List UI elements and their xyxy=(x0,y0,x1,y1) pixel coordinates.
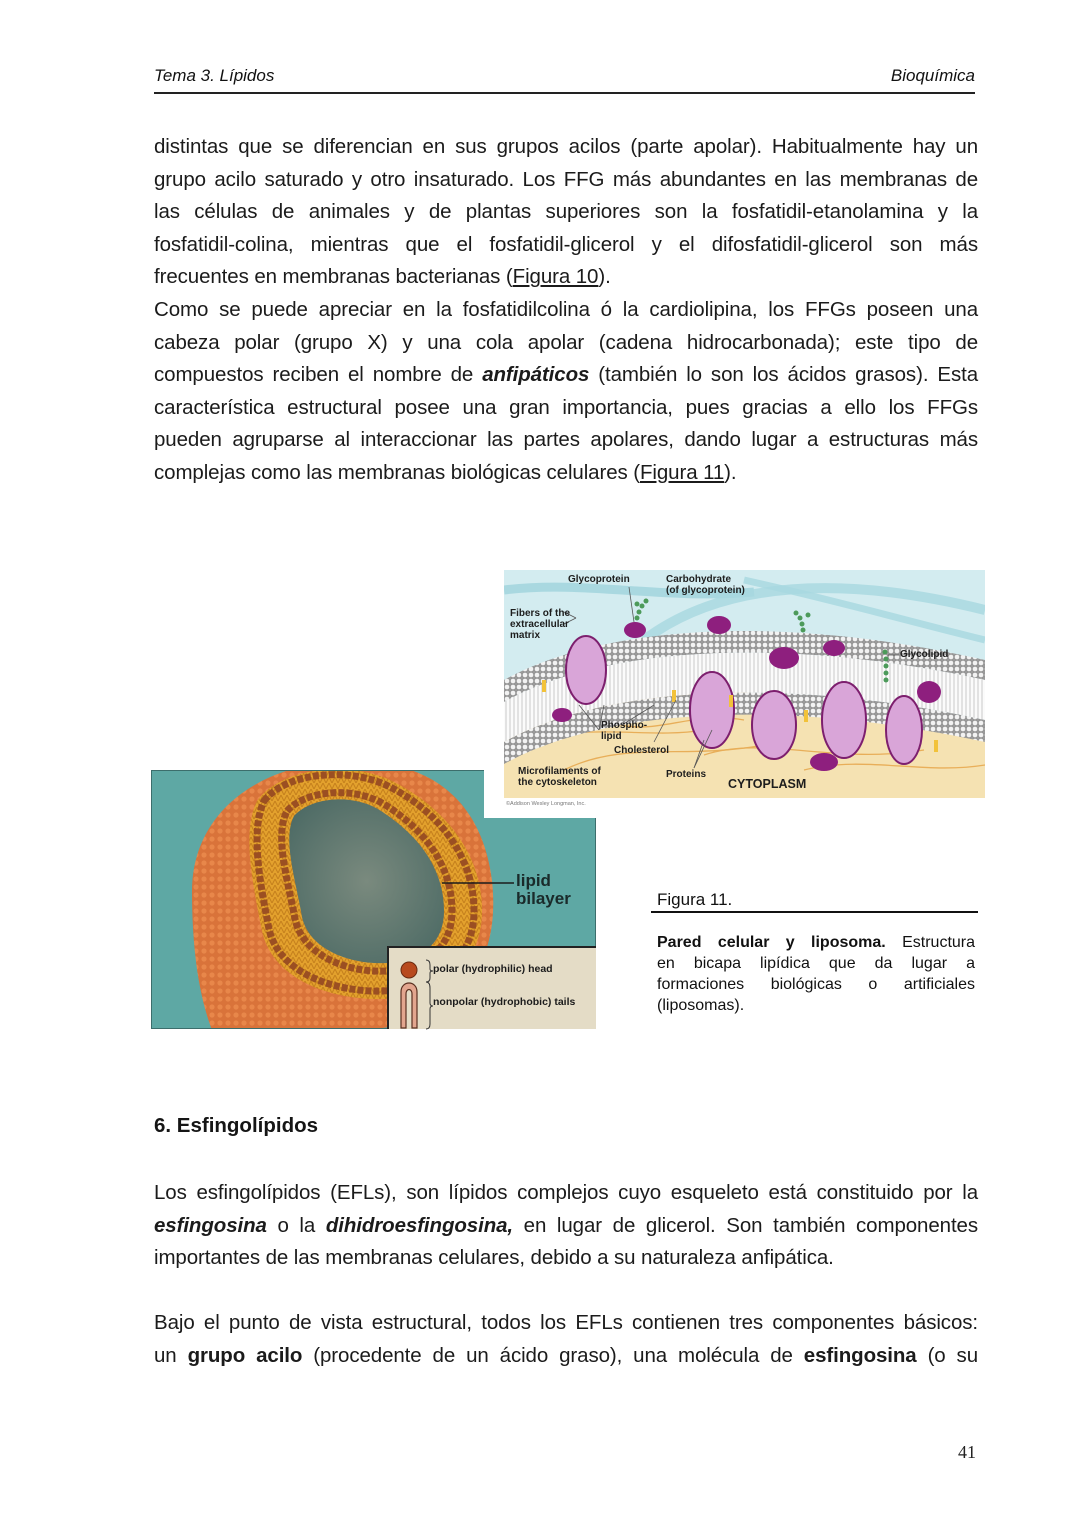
text-line: en bicapa lipídica que da lugar a xyxy=(657,955,975,972)
term-esfingosina-bold: esfingosina xyxy=(803,1343,917,1367)
caption-divider xyxy=(651,911,978,913)
text-line xyxy=(154,1340,978,1373)
figure-11-link[interactable]: Figura 11 xyxy=(639,460,725,484)
paragraph-phospholipids xyxy=(154,131,978,294)
label-phospholipid xyxy=(601,720,647,742)
lipid-bilayer-label xyxy=(516,872,571,908)
legend-head-label: polar (hydrophilic) head xyxy=(433,963,553,975)
text-fragment: complejas como las membranas biológicas celulares ( xyxy=(154,460,640,484)
text-fragment: ). xyxy=(724,460,737,484)
label-microfilaments xyxy=(518,766,601,788)
label-cholesterol: Cholesterol xyxy=(614,745,670,756)
text-line: formaciones biológicas o artificiales xyxy=(657,976,975,993)
paragraph-amphipathic xyxy=(154,294,978,490)
phospholipid-icon xyxy=(393,950,433,1030)
text-line: grupo acilo saturado y otro insaturado. Los FFG más abundantes en las membranas de xyxy=(154,167,978,191)
page-number: 41 xyxy=(958,1442,976,1462)
text-fragment: un xyxy=(154,1343,188,1367)
text-line: las células de animales y de plantas superiores son la fosfatidil-etanolamina y la xyxy=(154,200,978,224)
label-line: (of glycoprotein) xyxy=(666,585,745,596)
paragraph-sphingolipids-structure xyxy=(154,1307,978,1372)
label-glycoprotein: Glycoprotein xyxy=(568,574,630,585)
label-line: lipid xyxy=(516,871,551,890)
text-fragment: en lugar de glicerol. Son también componentes xyxy=(513,1213,979,1237)
text-line: Como se puede apreciar en la fosfatidilcolina ó la cardiolipina, los FFGs poseen una xyxy=(154,298,978,321)
text-fragment: ). xyxy=(598,265,611,289)
text-fragment: (procedente de un ácido graso), una molécula de xyxy=(302,1343,804,1367)
text-fragment: compuestos reciben el nombre de xyxy=(154,363,483,387)
text-line: distintas que se diferencian en sus grupos acilos (parte apolar). Habitualmente hay un xyxy=(154,135,978,158)
text-fragment: frecuentes en membranas bacterianas ( xyxy=(154,265,513,289)
figure-caption-title: Figura 11. xyxy=(657,890,733,909)
text-fragment: (también lo son los ácidos grasos). Esta xyxy=(589,363,978,387)
text-line xyxy=(154,1210,978,1243)
phospholipid-legend xyxy=(387,946,596,1029)
label-line: Carbohydrate xyxy=(666,574,732,585)
text-fragment: Estructura xyxy=(885,934,976,951)
label-line: bilayer xyxy=(516,889,571,908)
text-fragment: o la xyxy=(266,1213,326,1237)
term-grupo-acilo: grupo acilo xyxy=(187,1343,303,1367)
label-line: Fibers of the xyxy=(510,608,571,619)
text-line: importantes de las membranas celulares, debido a su naturaleza anfipática. xyxy=(154,1246,834,1270)
text-line: Los esfingolípidos (EFLs), son lípidos complejos cuyo esqueleto está constituido por la xyxy=(154,1181,978,1204)
label-line: Microfilaments of xyxy=(518,766,601,777)
label-line: matrix xyxy=(510,630,541,641)
label-proteins: Proteins xyxy=(666,769,707,780)
caption-bold-title: Pared celular y liposoma. xyxy=(657,934,886,951)
section-heading: 6. Esfingolípidos xyxy=(154,1114,319,1137)
text-line: pueden agruparse al interaccionar las partes apolares, dando lugar a estructuras más xyxy=(154,428,978,452)
text-line: característica estructural posee una gran importancia, pues gracias a ello los FFGs xyxy=(154,395,978,419)
label-cytoplasm: CYTOPLASM xyxy=(728,777,807,791)
text-line xyxy=(657,932,975,953)
cell-membrane-image xyxy=(504,570,985,798)
text-line xyxy=(154,457,978,490)
text-fragment: (o su xyxy=(916,1343,979,1367)
text-line xyxy=(154,359,978,392)
label-ecm-fibers xyxy=(510,608,570,641)
label-glycolipid: Glycolipid xyxy=(900,649,949,660)
text-line: Bajo el punto de vista estructural, todos los EFLs contienen tres componentes básicos: xyxy=(154,1311,978,1334)
chapter-title: Tema 3. Lípidos xyxy=(154,66,275,85)
subject-title: Bioquímica xyxy=(890,66,975,85)
figure-caption-body xyxy=(657,932,975,1016)
label-line: lipid xyxy=(601,731,622,742)
term-dihidroesfingosina: dihidroesfingosina, xyxy=(325,1213,514,1237)
label-line: extracellular xyxy=(510,619,569,630)
label-carbohydrate xyxy=(666,574,745,596)
figure-10-link[interactable]: Figura 10 xyxy=(512,265,599,289)
text-line: (liposomas). xyxy=(657,997,745,1014)
text-line: fosfatidil-colina, mientras que el fosfatidil-glicerol y el difosfatidil-glicerol son más xyxy=(154,232,978,256)
label-line: the cytoskeleton xyxy=(518,777,597,788)
image-copyright: ©Addison Wesley Longman, Inc. xyxy=(506,801,586,807)
text-line xyxy=(154,261,978,294)
page-header xyxy=(154,64,975,94)
cell-membrane-diagram xyxy=(504,570,985,798)
legend-tails-label: nonpolar (hydrophobic) tails xyxy=(433,996,576,1008)
label-line: Phospho- xyxy=(601,720,648,731)
text-line: cabeza polar (grupo X) y una cola apolar (cadena hidrocarbonada); este tipo de xyxy=(154,330,978,354)
term-esfingosina: esfingosina xyxy=(154,1213,267,1237)
term-anfipaticos: anfipáticos xyxy=(482,363,590,387)
paragraph-sphingolipids-intro xyxy=(154,1177,978,1275)
